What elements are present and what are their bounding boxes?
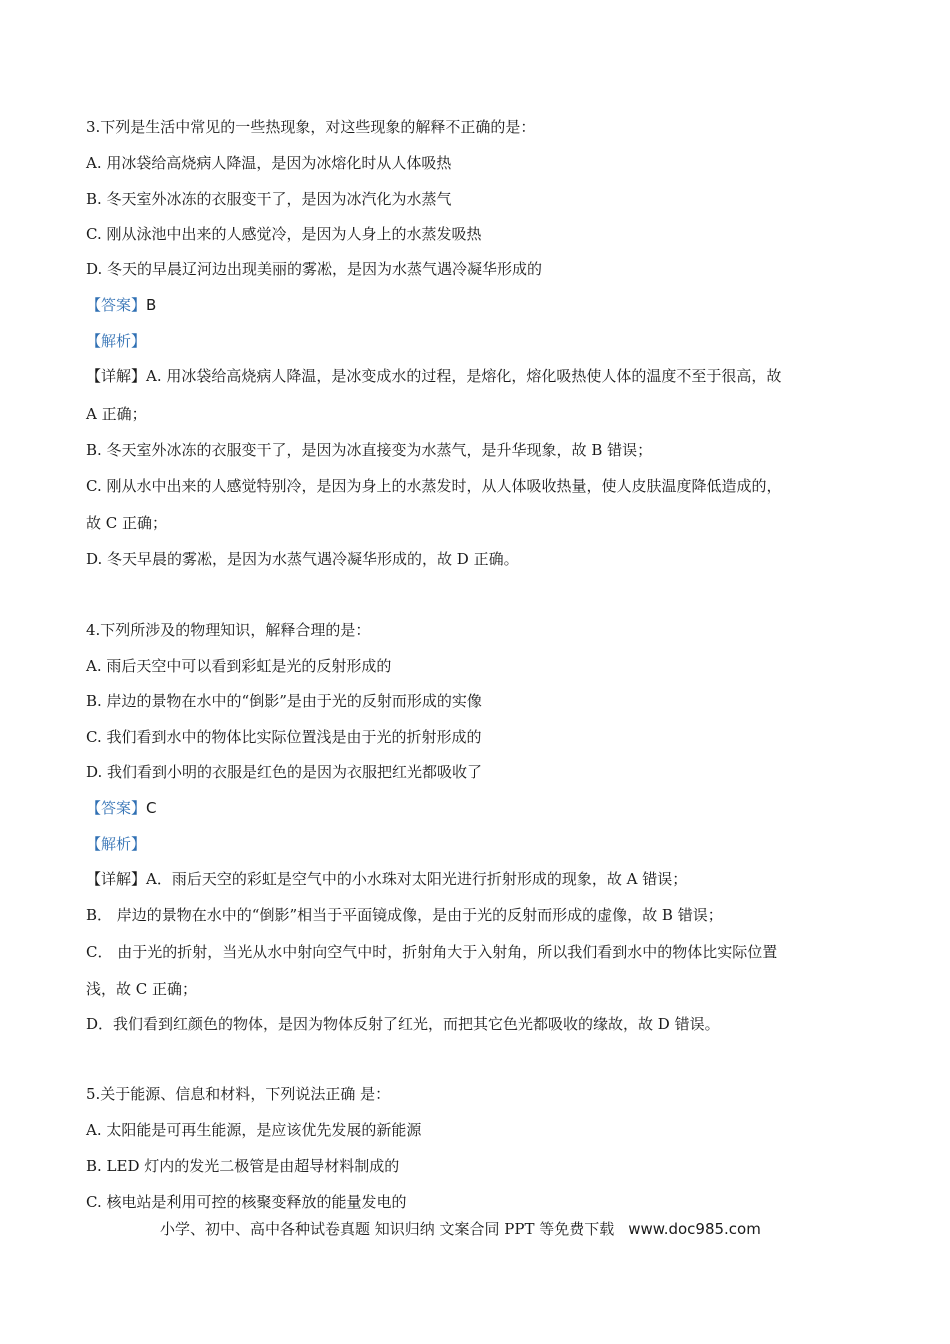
question-4-option-d: D. 我们看到小明的衣服是红色的是因为衣服把红光都吸收了 xyxy=(86,763,483,781)
question-4-detail-line-1 xyxy=(86,869,687,889)
answer-tag: 【答案】 xyxy=(86,296,147,314)
question-4-detail-line-3: C． 由于光的折射，当光从水中射向空气中时，折射角大于入射角，所以我们看到水中的物体比实际位置 xyxy=(86,943,778,961)
question-3-option-b: B. 冬天室外冰冻的衣服变干了，是因为冰汽化为水蒸气 xyxy=(86,190,452,208)
question-4-option-c: C. 我们看到水中的物体比实际位置浅是由于光的折射形成的 xyxy=(86,728,482,746)
question-5-stem: 5.关于能源、信息和材料，下列说法正确 是： xyxy=(86,1085,391,1103)
answer-value: C xyxy=(146,799,157,817)
question-3-detail-line-4: C. 刚从水中出来的人感觉特别冷，是因为身上的水蒸发时，从人体吸收热量，使人皮肤温度降低造成的， xyxy=(86,477,782,495)
page-footer xyxy=(160,1219,761,1239)
question-3-option-d: D. 冬天的早晨辽河边出现美丽的雾凇，是因为水蒸气遇冷凝华形成的 xyxy=(86,260,543,278)
question-3-analysis-tag: 【解析】 xyxy=(86,332,147,350)
question-3-detail-line-3: B. 冬天室外冰冻的衣服变干了，是因为冰直接变为水蒸气，是升华现象，故 B 错误； xyxy=(86,441,653,459)
question-5-option-b: B. LED 灯内的发光二极管是由超导材料制成的 xyxy=(86,1157,400,1175)
question-3-detail-line-1 xyxy=(86,366,781,386)
footer-url-link[interactable]: www.doc985.com xyxy=(628,1220,761,1238)
question-4-detail-line-5: D．我们看到红颜色的物体，是因为物体反射了红光，而把其它色光都吸收的缘故，故 D 错误。 xyxy=(86,1015,720,1033)
detail-text: A．雨后天空的彩虹是空气中的小水珠对太阳光进行折射形成的现象，故 A 错误； xyxy=(146,870,688,888)
question-3-option-a: A. 用冰袋给高烧病人降温，是因为冰熔化时从人体吸热 xyxy=(86,154,452,172)
question-3-detail-line-6: D. 冬天早晨的雾凇，是因为水蒸气遇冷凝华形成的，故 D 正确。 xyxy=(86,550,519,568)
footer-text: 小学、初中、高中各种试卷真题 知识归纳 文案合同 PPT 等免费下载 xyxy=(160,1220,615,1238)
question-5-option-a: A. 太阳能是可再生能源，是应该优先发展的新能源 xyxy=(86,1121,422,1139)
question-3-option-c: C. 刚从泳池中出来的人感觉冷，是因为人身上的水蒸发吸热 xyxy=(86,225,482,243)
question-4-analysis-tag: 【解析】 xyxy=(86,835,147,853)
answer-value: B xyxy=(146,296,157,314)
question-4-option-b: B. 岸边的景物在水中的“倒影”是由于光的反射而形成的实像 xyxy=(86,692,482,710)
question-4-answer xyxy=(86,798,157,818)
question-3-answer xyxy=(86,295,156,315)
answer-tag: 【答案】 xyxy=(86,799,147,817)
question-4-option-a: A. 雨后天空中可以看到彩虹是光的反射形成的 xyxy=(86,657,392,675)
question-4-detail-line-2: B． 岸边的景物在水中的“倒影”相当于平面镜成像，是由于光的反射而形成的虚像，故 B 错误； xyxy=(86,906,723,924)
question-3-detail-line-5: 故 C 正确； xyxy=(86,514,168,532)
question-3-stem: 3.下列是生活中常见的一些热现象，对这些现象的解释不正确的是： xyxy=(86,118,536,136)
detail-text: A. 用冰袋给高烧病人降温，是冰变成水的过程，是熔化，熔化吸热使人体的温度不至于很高，故 xyxy=(146,367,782,385)
question-3-detail-line-2: A 正确； xyxy=(86,405,147,423)
detail-tag: 【详解】 xyxy=(86,367,147,385)
question-4-detail-line-4: 浅，故 C 正确； xyxy=(86,980,198,998)
question-5-option-c: C. 核电站是利用可控的核聚变释放的能量发电的 xyxy=(86,1193,407,1211)
detail-tag: 【详解】 xyxy=(86,870,147,888)
question-4-stem: 4.下列所涉及的物理知识，解释合理的是： xyxy=(86,621,371,639)
